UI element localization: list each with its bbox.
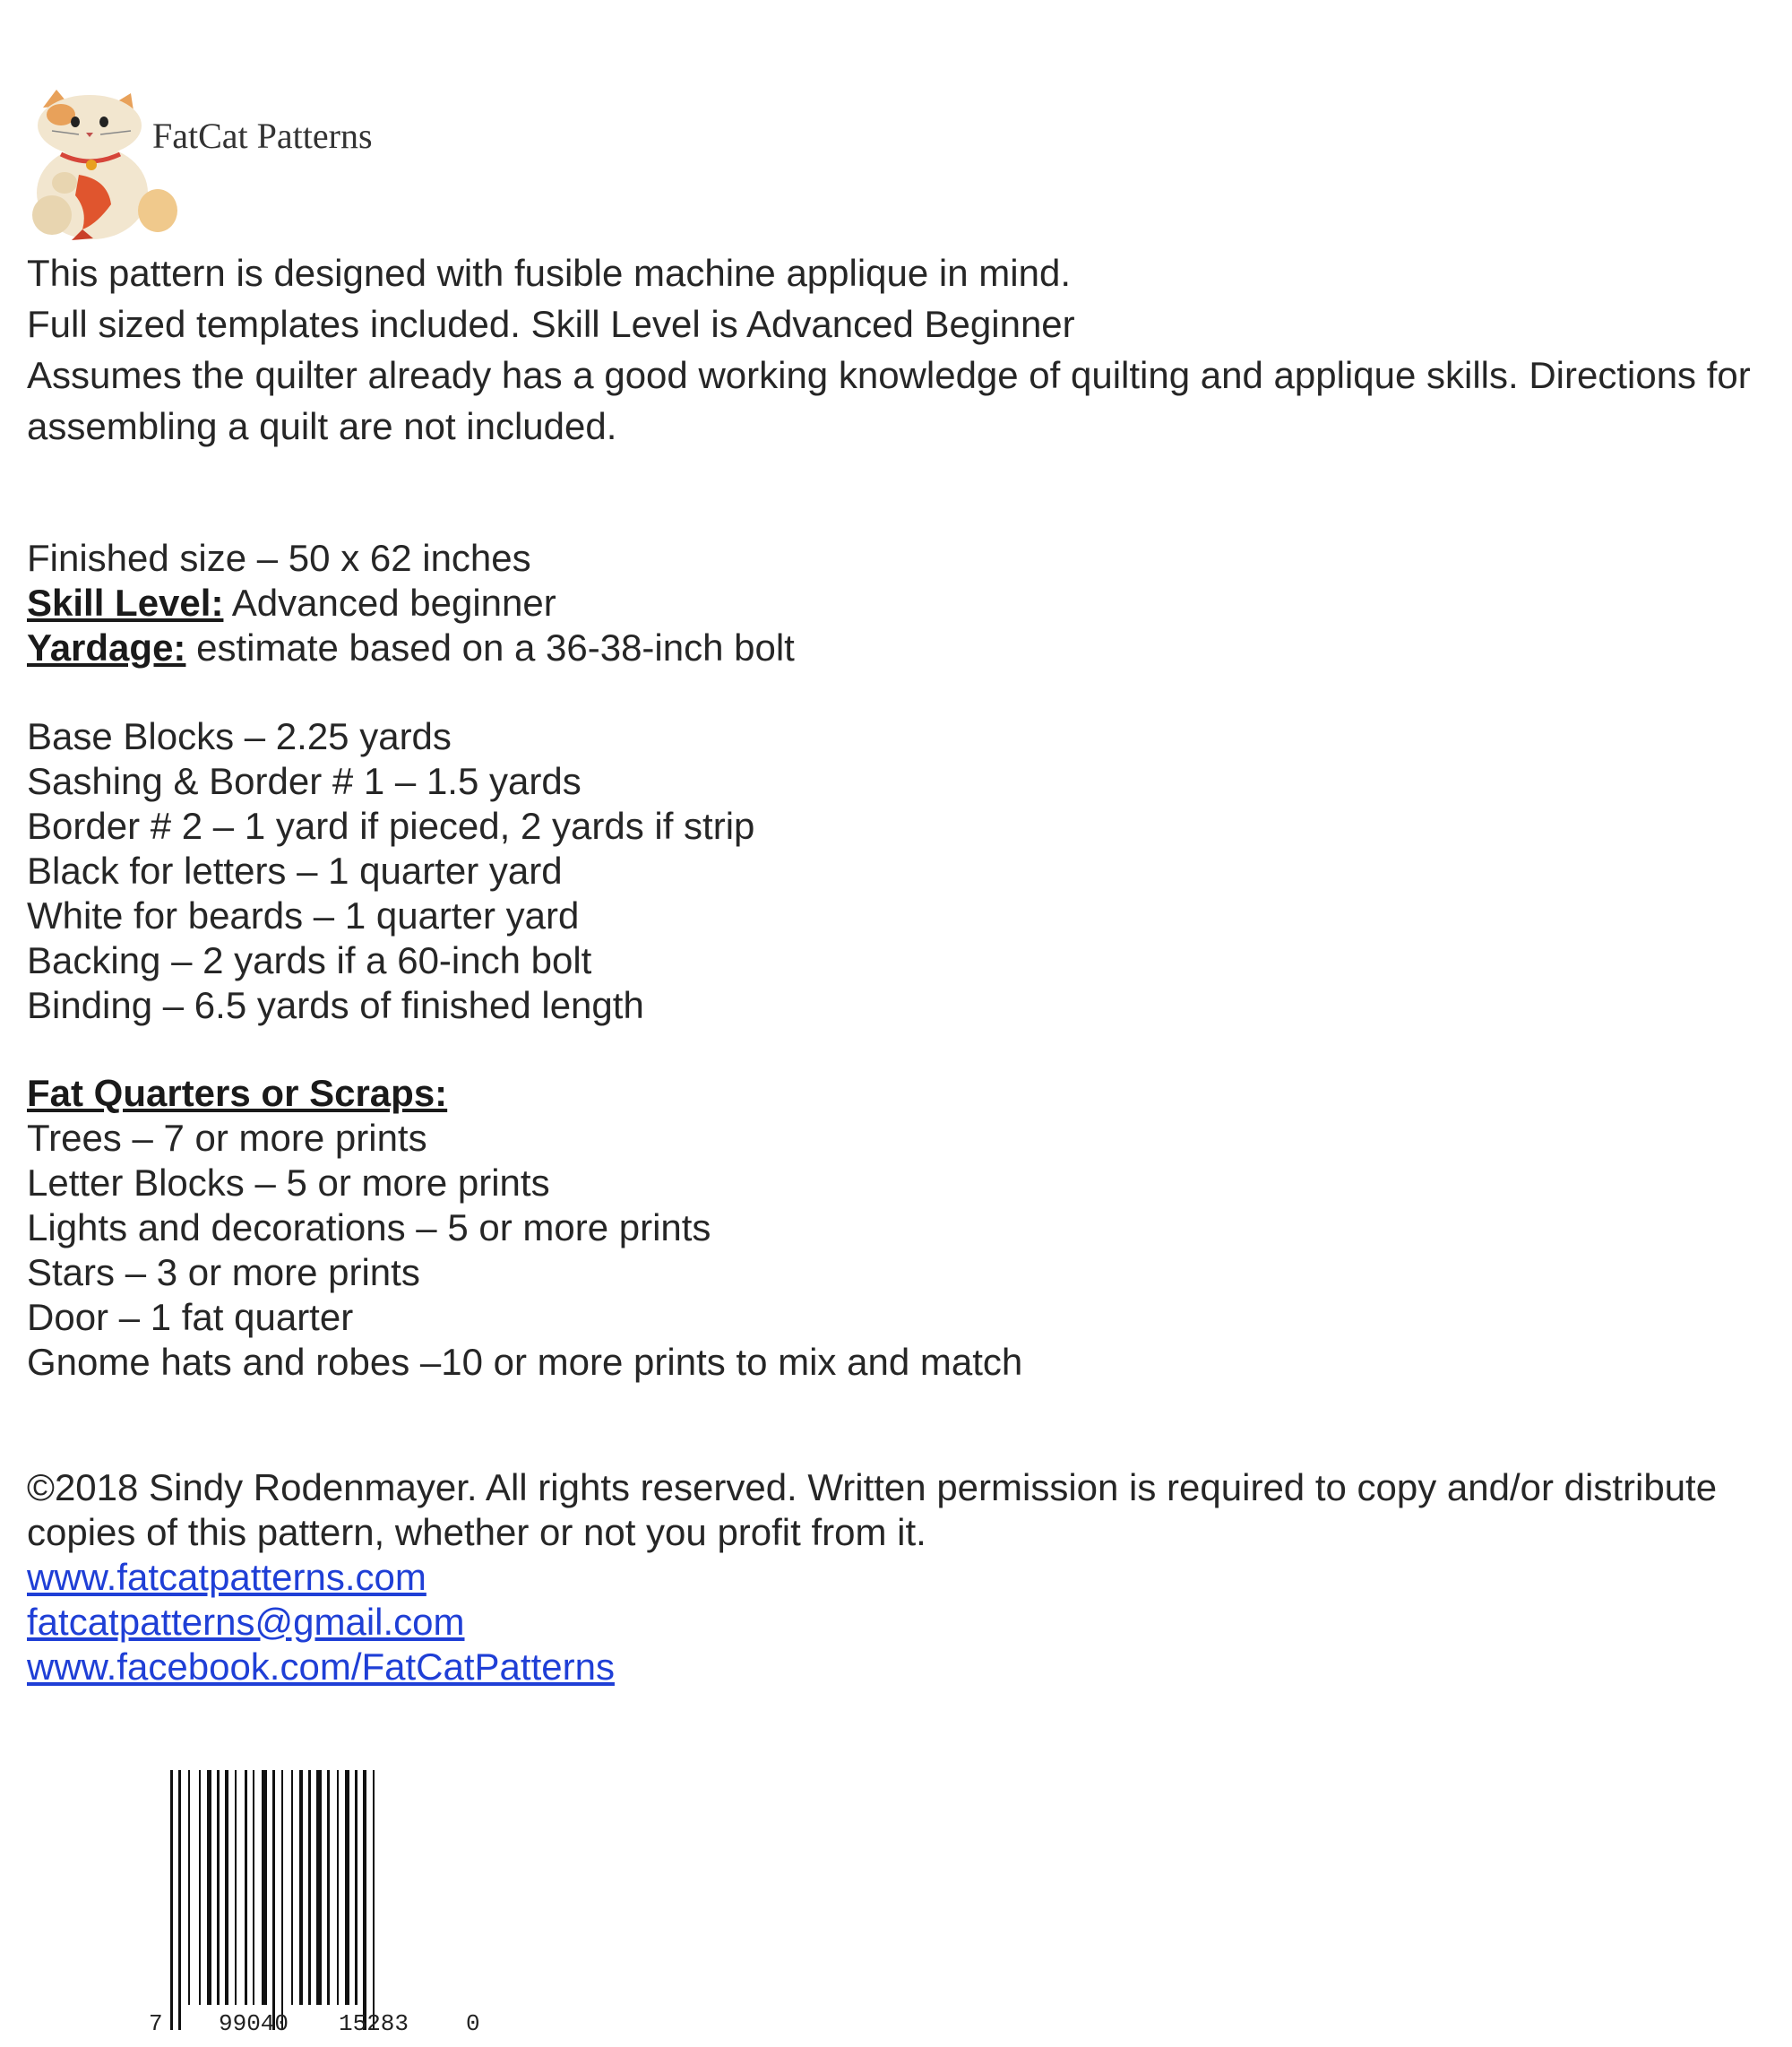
barcode-bar xyxy=(199,1770,201,2005)
barcode-digit-right: 0 xyxy=(466,2010,480,2037)
list-item: Black for letters – 1 quarter yard xyxy=(27,850,563,892)
skill-level-value: Advanced beginner xyxy=(223,582,556,624)
copyright-section xyxy=(27,1465,1729,1689)
barcode xyxy=(143,1770,484,2039)
list-item: Gnome hats and robes –10 or more prints to mix and match xyxy=(27,1341,1023,1383)
fat-quarters-section xyxy=(27,1071,1022,1385)
skill-level-label: Skill Level: xyxy=(27,582,224,624)
barcode-bar xyxy=(337,1770,339,2005)
barcode-bar xyxy=(170,1770,173,2030)
list-item: Sashing & Border # 1 – 1.5 yards xyxy=(27,760,582,802)
list-item: Letter Blocks – 5 or more prints xyxy=(27,1162,550,1204)
barcode-bar xyxy=(217,1770,220,2005)
barcode-bar xyxy=(291,1770,293,2005)
barcode-bar xyxy=(299,1770,303,2005)
list-item: Lights and decorations – 5 or more prints xyxy=(27,1206,711,1248)
yardage-label: Yardage: xyxy=(27,626,186,669)
email-link[interactable]: fatcatpatterns@gmail.com xyxy=(27,1601,465,1643)
barcode-bar xyxy=(188,1770,190,2005)
barcode-bar xyxy=(281,1770,283,2030)
barcode-bar xyxy=(363,1770,366,2030)
intro-line: Full sized templates included. Skill Level is Advanced Beginner xyxy=(27,303,1075,345)
barcode-bar xyxy=(245,1770,247,2005)
barcode-bar xyxy=(178,1770,181,2030)
barcode-bar xyxy=(316,1770,322,2005)
barcode-bar xyxy=(253,1770,254,2005)
cat-mascot-icon xyxy=(25,90,177,242)
list-item: Stars – 3 or more prints xyxy=(27,1251,420,1293)
fat-quarters-heading: Fat Quarters or Scraps: xyxy=(27,1072,448,1114)
website-link[interactable]: www.fatcatpatterns.com xyxy=(27,1556,426,1598)
skill-level xyxy=(27,581,795,626)
barcode-bar xyxy=(272,1770,275,2030)
copyright-text: ©2018 Sindy Rodenmayer. All rights reserved. Written permission is required to copy and/or distribute copies of this pattern, whether or not you profit from it. xyxy=(27,1466,1718,1553)
barcode-bar xyxy=(345,1770,349,2005)
intro-section xyxy=(27,247,1765,452)
barcode-group-1: 99040 xyxy=(219,2010,289,2037)
barcode-bar xyxy=(235,1770,237,2005)
intro-line: This pattern is designed with fusible machine applique in mind. xyxy=(27,252,1071,294)
list-item: White for beards – 1 quarter yard xyxy=(27,894,580,937)
yardage-list xyxy=(27,714,754,1028)
specs-section xyxy=(27,536,795,670)
list-item: Border # 2 – 1 yard if pieced, 2 yards if strip xyxy=(27,805,755,847)
barcode-bar xyxy=(308,1770,311,2005)
yardage-value: estimate based on a 36-38-inch bolt xyxy=(185,626,795,669)
brand-name: FatCat Patterns xyxy=(152,116,373,156)
facebook-link[interactable]: www.facebook.com/FatCatPatterns xyxy=(27,1645,615,1688)
barcode-group-2: 15283 xyxy=(339,2010,409,2037)
finished-size: Finished size – 50 x 62 inches xyxy=(27,537,531,579)
barcode-digit-left: 7 xyxy=(149,2010,163,2037)
barcode-bars xyxy=(170,1770,375,2030)
list-item: Binding – 6.5 yards of finished length xyxy=(27,984,644,1026)
list-item: Trees – 7 or more prints xyxy=(27,1117,427,1159)
barcode-bar xyxy=(207,1770,211,2005)
barcode-bar xyxy=(355,1770,358,2005)
list-item: Base Blocks – 2.25 yards xyxy=(27,715,452,757)
barcode-bar xyxy=(327,1770,330,2005)
intro-line: Assumes the quilter already has a good working knowledge of quilting and applique skills. Directions for assembling a quilt are not included. xyxy=(27,354,1751,447)
list-item: Backing – 2 yards if a 60-inch bolt xyxy=(27,939,592,981)
barcode-bar xyxy=(262,1770,267,2005)
yardage xyxy=(27,626,795,670)
barcode-bar xyxy=(373,1770,375,2030)
list-item: Door – 1 fat quarter xyxy=(27,1296,354,1338)
barcode-bar xyxy=(225,1770,228,2005)
